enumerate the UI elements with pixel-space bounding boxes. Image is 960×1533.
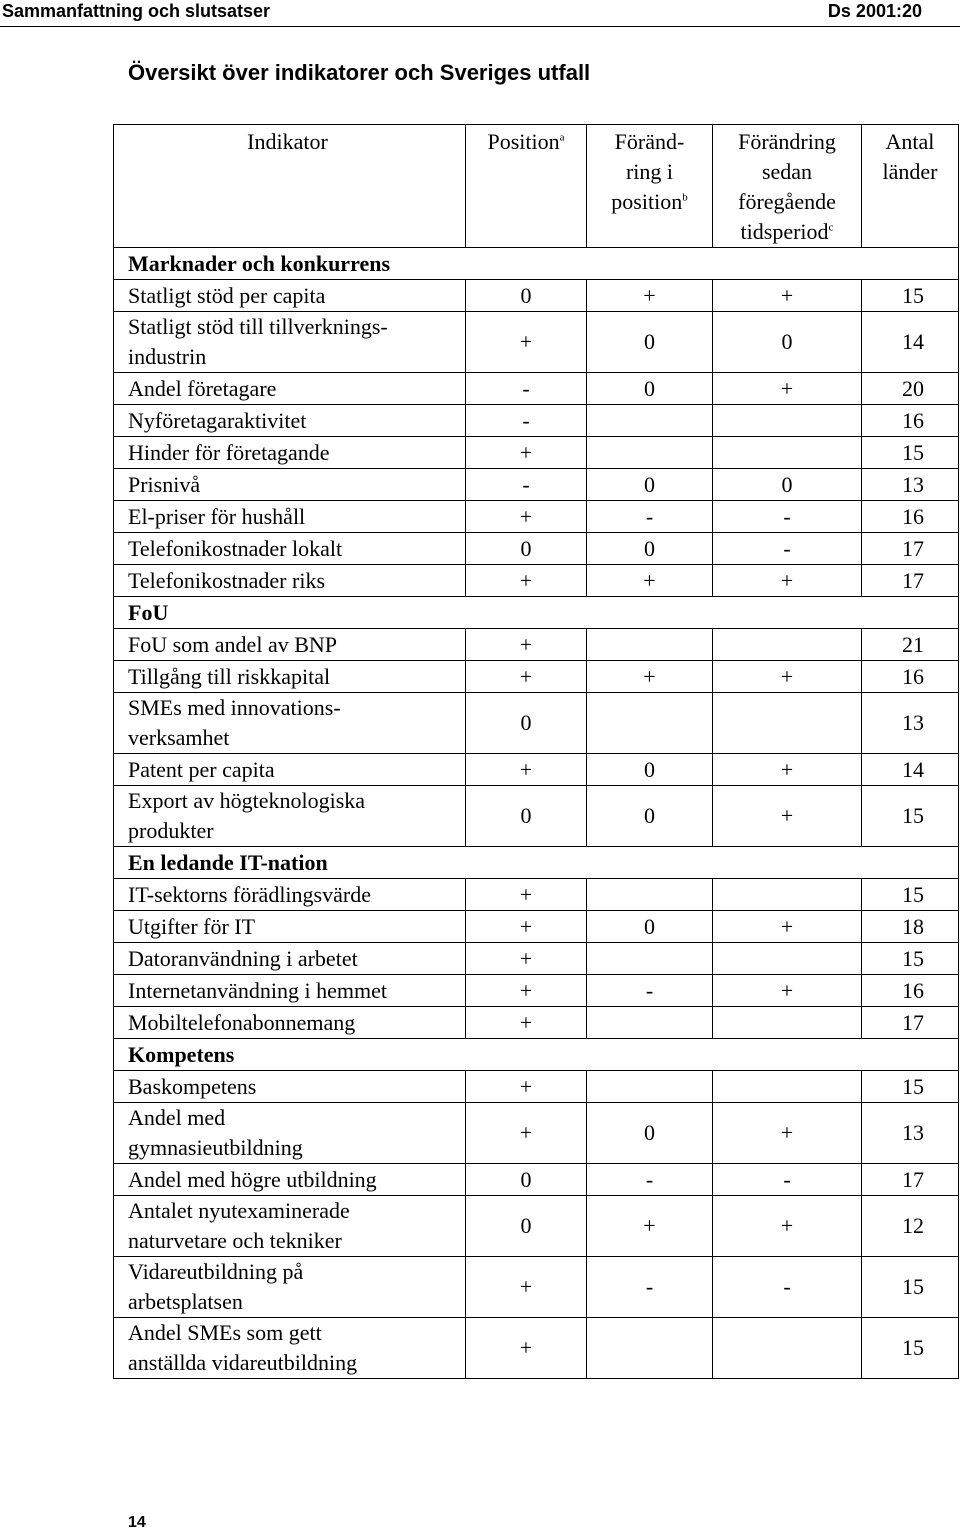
change-in-position-value [587,405,713,437]
table-row [114,533,959,565]
position-value: - [466,373,587,405]
header-document-id: Ds 2001:20 [827,1,922,21]
indicator-name: Nyföretagaraktivitet [114,405,466,437]
change-in-position-value [587,879,713,911]
indicator-name: Statligt stöd till tillverknings- industrin [114,312,466,373]
table-row [114,280,959,312]
col-header-indicator: Indikator [114,125,466,248]
indicator-name: IT-sektorns förädlingsvärde [114,879,466,911]
change-in-position-value: + [587,661,713,693]
country-count-value: 17 [862,1164,959,1196]
country-count-value: 17 [862,533,959,565]
section-header-row [114,597,959,629]
country-count-value: 15 [862,943,959,975]
country-count-value: 14 [862,754,959,786]
change-in-position-value: 0 [587,786,713,847]
change-in-position-value: 0 [587,469,713,501]
country-count-value: 16 [862,975,959,1007]
change-in-position-value: - [587,975,713,1007]
position-value: + [466,1071,587,1103]
indicator-name: Prisnivå [114,469,466,501]
table-row [114,469,959,501]
table-row [114,693,959,754]
position-value: 0 [466,693,587,754]
country-count-value: 13 [862,469,959,501]
country-count-value: 16 [862,501,959,533]
table-row [114,312,959,373]
country-count-value: 16 [862,661,959,693]
position-value: - [466,469,587,501]
indicator-name: Vidareutbildning på arbetsplatsen [114,1257,466,1318]
change-in-position-value [587,943,713,975]
country-count-value: 12 [862,1196,959,1257]
change-in-position-value [587,1071,713,1103]
position-value: + [466,943,587,975]
change-in-position-value: 0 [587,373,713,405]
section-title: FoU [114,597,959,629]
change-since-period-value [713,1071,862,1103]
country-count-value: 17 [862,1007,959,1039]
country-count-value: 13 [862,693,959,754]
change-since-period-value [713,693,862,754]
country-count-value: 15 [862,1257,959,1318]
change-since-period-value: - [713,1257,862,1318]
table-row [114,501,959,533]
indicator-name: El-priser för hushåll [114,501,466,533]
country-count-value: 15 [862,1071,959,1103]
change-since-period-value: + [713,1103,862,1164]
change-since-period-value: + [713,754,862,786]
table-row [114,565,959,597]
position-value: + [466,911,587,943]
table-row [114,975,959,1007]
change-in-position-value: 0 [587,312,713,373]
table-row [114,1071,959,1103]
table-header-row [114,125,959,248]
position-value: - [466,405,587,437]
position-value: + [466,1257,587,1318]
country-count-value: 20 [862,373,959,405]
change-since-period-value [713,1318,862,1379]
change-since-period-value: + [713,661,862,693]
page-number: 14 [128,1514,146,1531]
position-value: 0 [466,280,587,312]
country-count-value: 21 [862,629,959,661]
table-row [114,943,959,975]
change-since-period-value: + [713,786,862,847]
table-row [114,373,959,405]
section-header-row [114,248,959,280]
position-value: 0 [466,1164,587,1196]
section-header-row [114,1039,959,1071]
change-since-period-value: + [713,975,862,1007]
country-count-value: 15 [862,280,959,312]
indicator-name: Baskompetens [114,1071,466,1103]
country-count-value: 14 [862,312,959,373]
change-in-position-value [587,1007,713,1039]
position-value: + [466,879,587,911]
table-row [114,1164,959,1196]
country-count-value: 15 [862,437,959,469]
position-value: 0 [466,1196,587,1257]
country-count-value: 15 [862,1318,959,1379]
change-in-position-value [587,437,713,469]
change-since-period-value: + [713,1196,862,1257]
change-since-period-value: 0 [713,469,862,501]
position-value: + [466,975,587,1007]
change-since-period-value: + [713,911,862,943]
change-since-period-value: + [713,565,862,597]
country-count-value: 18 [862,911,959,943]
change-in-position-value: + [587,1196,713,1257]
change-since-period-value [713,629,862,661]
indicator-name: Telefonikostnader riks [114,565,466,597]
section-title: En ledande IT-nation [114,847,959,879]
change-in-position-value: 0 [587,911,713,943]
indicator-name: Andel SMEs som gett anställda vidareutbildning [114,1318,466,1379]
col-header-change-in-position: Föränd- ring i position$^b$ [587,125,713,248]
country-count-value: 16 [862,405,959,437]
change-in-position-value: 0 [587,533,713,565]
change-since-period-value: - [713,501,862,533]
change-since-period-value [713,437,862,469]
indicator-name: Patent per capita [114,754,466,786]
indicator-name: Export av högteknologiska produkter [114,786,466,847]
indicator-name: Andel med högre utbildning [114,1164,466,1196]
country-count-value: 17 [862,565,959,597]
position-value: + [466,661,587,693]
change-in-position-value: - [587,1257,713,1318]
col-header-change-since-period: Förändring sedan föregående tidsperiod$^c$ [713,125,862,248]
position-value: + [466,437,587,469]
indicator-name: SMEs med innovations- verksamhet [114,693,466,754]
position-value: + [466,312,587,373]
change-in-position-value: + [587,565,713,597]
change-since-period-value: 0 [713,312,862,373]
table-row [114,405,959,437]
change-in-position-value [587,629,713,661]
position-value: + [466,1007,587,1039]
table-row [114,754,959,786]
indicator-name: Statligt stöd per capita [114,280,466,312]
position-value: + [466,501,587,533]
change-since-period-value: + [713,280,862,312]
change-in-position-value [587,693,713,754]
indicator-name: Andel med gymnasieutbildning [114,1103,466,1164]
position-value: + [466,1103,587,1164]
change-in-position-value: - [587,1164,713,1196]
indicator-name: Mobiltelefonabonnemang [114,1007,466,1039]
table-row [114,1196,959,1257]
table-row [114,1257,959,1318]
change-since-period-value [713,405,862,437]
table-row [114,629,959,661]
section-header-row [114,847,959,879]
change-since-period-value [713,943,862,975]
indicator-name: Andel företagare [114,373,466,405]
indicator-name: FoU som andel av BNP [114,629,466,661]
col-header-position: Position$^a$ [466,125,587,248]
change-since-period-value [713,879,862,911]
position-value: + [466,1318,587,1379]
indicator-name: Hinder för företagande [114,437,466,469]
section-title: Kompetens [114,1039,959,1071]
page-title: Översikt över indikatorer och Sveriges utfall [128,60,591,85]
table-row [114,879,959,911]
indicator-name: Utgifter för IT [114,911,466,943]
position-value: + [466,754,587,786]
section-title: Marknader och konkurrens [114,248,959,280]
col-header-country-count: Antal länder [862,125,959,248]
table-row [114,1318,959,1379]
country-count-value: 13 [862,1103,959,1164]
change-since-period-value: - [713,533,862,565]
change-in-position-value: + [587,280,713,312]
table-row [114,911,959,943]
change-in-position-value: 0 [587,1103,713,1164]
indicator-name: Tillgång till riskkapital [114,661,466,693]
country-count-value: 15 [862,879,959,911]
indicator-name: Antalet nyutexaminerade naturvetare och tekniker [114,1196,466,1257]
change-since-period-value: + [713,373,862,405]
position-value: 0 [466,786,587,847]
table-row [114,437,959,469]
change-in-position-value: - [587,501,713,533]
table-row [114,1007,959,1039]
header-rule [0,26,960,27]
country-count-value: 15 [862,786,959,847]
indicator-name: Datoranvändning i arbetet [114,943,466,975]
change-in-position-value [587,1318,713,1379]
change-since-period-value: - [713,1164,862,1196]
change-since-period-value [713,1007,862,1039]
position-value: 0 [466,533,587,565]
table-row [114,1103,959,1164]
running-header [0,0,960,24]
position-value: + [466,565,587,597]
indicator-name: Telefonikostnader lokalt [114,533,466,565]
change-in-position-value: 0 [587,754,713,786]
position-value: + [466,629,587,661]
header-section-title: Sammanfattning och slutsatser [2,1,271,21]
table-row [114,786,959,847]
table-row [114,661,959,693]
indicator-name: Internetanvändning i hemmet [114,975,466,1007]
indicator-table [113,124,959,1379]
